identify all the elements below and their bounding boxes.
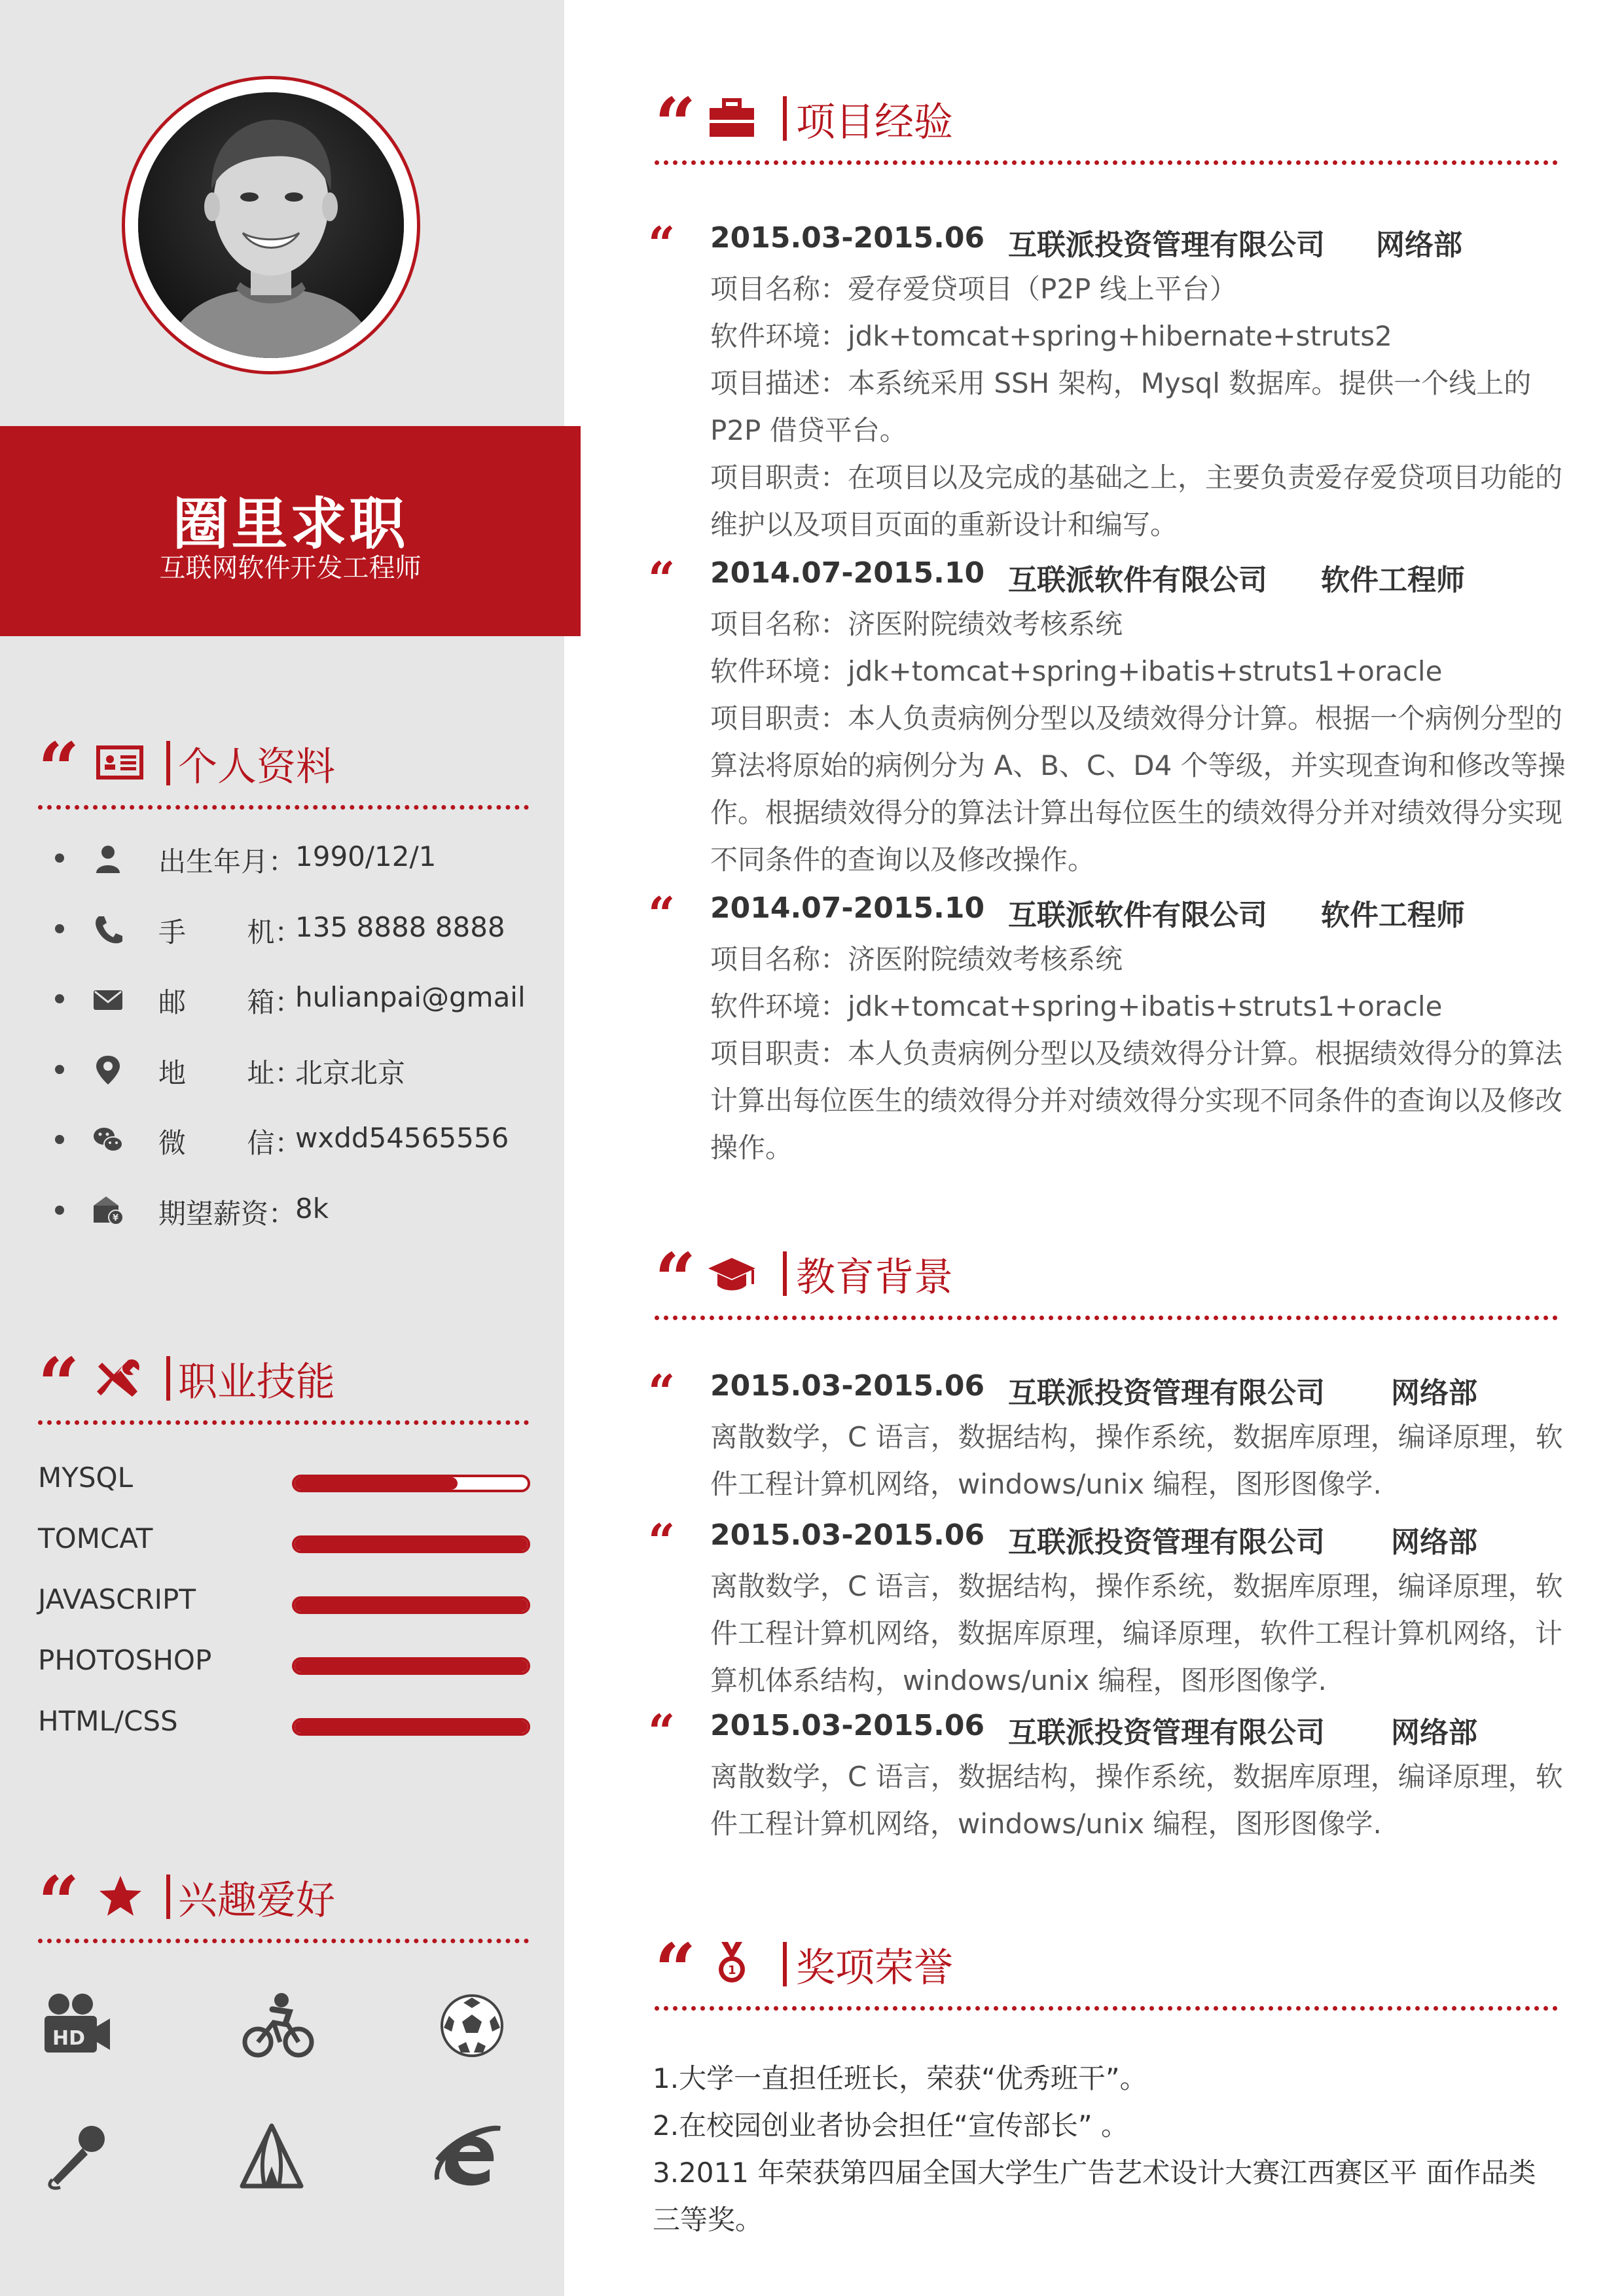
quote-mark-icon: “: [655, 1928, 696, 2012]
quote-mark-icon: “: [648, 551, 676, 607]
entry-dept: 网络部: [1391, 1716, 1477, 1749]
football-icon: [436, 1990, 508, 2062]
section-title: 职业技能: [178, 1359, 335, 1405]
dotted-divider: [38, 1420, 529, 1425]
entry-dept: 网络部: [1391, 1526, 1477, 1559]
quote-mark-icon: “: [655, 82, 696, 166]
quote-mark-icon: “: [655, 1237, 696, 1321]
info-value: wxdd54565556: [295, 1122, 509, 1154]
section-title: 奖项荣誉: [796, 1945, 953, 1991]
star-icon: [96, 1873, 145, 1919]
info-value: 8k: [295, 1192, 329, 1225]
name-banner: [0, 426, 581, 636]
section-header-education: [655, 1237, 1558, 1321]
skill-bar: [292, 1718, 530, 1736]
project-detail-line: 项目职责：本人负责病例分型以及绩效得分计算。根据绩效得分的算法计算出每位医生的绩效得分并对绩效得分实现不同条件的查询以及修改操作。: [710, 1037, 1563, 1164]
quote-mark-icon: “: [38, 1342, 80, 1426]
section-title: 兴趣爱好: [178, 1878, 335, 1924]
section-title: 教育背景: [796, 1255, 953, 1300]
section-header-skills: [38, 1342, 529, 1426]
skill-bar: [292, 1596, 530, 1614]
skill-name: TOMCAT: [38, 1522, 153, 1554]
dotted-divider: [655, 160, 1558, 165]
salary-icon: [92, 1195, 124, 1227]
entry-period: 2014.07-2015.10: [710, 891, 985, 925]
location-icon: [92, 1054, 124, 1086]
phone-icon: [92, 914, 124, 945]
entry-company: 互联派投资管理有限公司: [1008, 228, 1325, 262]
title-divider: [783, 1942, 787, 1986]
entry-body: [710, 1563, 1568, 1704]
avatar-frame: [122, 76, 420, 374]
entry-period: 2015.03-2015.06: [710, 1369, 985, 1403]
info-label: 期望薪资：: [158, 1197, 297, 1230]
info-item: [0, 838, 563, 877]
info-label: 出生年月：: [158, 846, 297, 878]
info-value: hulianpai@gmail: [295, 981, 526, 1013]
info-value: 北京北京: [295, 1056, 406, 1089]
id-card-icon: [96, 740, 145, 785]
section-header-projects: [655, 82, 1558, 166]
microphone-icon: [39, 2121, 111, 2193]
briefcase-icon: [707, 95, 757, 141]
info-item: [0, 1049, 563, 1088]
project-detail-line: 项目名称：济医附院绩效考核系统: [710, 943, 1123, 975]
svg-text:¥: ¥: [113, 1213, 119, 1223]
person-icon: [92, 843, 124, 874]
title-divider: [783, 1251, 787, 1296]
skill-name: PHOTOSHOP: [38, 1644, 212, 1676]
dotted-divider: [655, 1316, 1558, 1320]
info-label: 手 机：: [158, 916, 302, 948]
entry-company: 互联派软件有限公司: [1008, 564, 1267, 597]
entry-period: 2015.03-2015.06: [710, 1709, 985, 1742]
skill-bar-fill: [295, 1477, 458, 1490]
quote-mark-icon: “: [648, 216, 676, 272]
project-detail-line: 软件环境：jdk+tomcat+spring+ibatis+struts1+oracle: [710, 655, 1443, 687]
svg-text:HD: HD: [52, 2027, 86, 2050]
skill-row: [38, 1644, 535, 1683]
entry-school: 互联派投资管理有限公司: [1008, 1376, 1325, 1410]
skill-bar-fill: [295, 1599, 528, 1611]
svg-text:1: 1: [728, 1964, 736, 1977]
project-detail-line: 项目职责：本人负责病例分型以及绩效得分计算。根据一个病例分型的算法将原始的病例分为 A、B、C、D4 个等级，并实现查询和修改等操作。根据绩效得分的算法计算出每位医生的绩效得分并对绩效得分实现不同条件的查询以及修改操作。: [710, 702, 1566, 876]
skill-bar-fill: [295, 1538, 528, 1551]
award-item: 1.大学一直担任班长，荣获“优秀班干”。: [653, 2062, 1147, 2094]
quote-mark-icon: “: [38, 1860, 80, 1945]
project-detail-line: 项目名称：济医附院绩效考核系统: [710, 608, 1123, 640]
info-item: [0, 978, 563, 1018]
bullet-dot: [55, 1065, 64, 1074]
skill-bar: [292, 1475, 530, 1492]
dotted-divider: [38, 1939, 529, 1943]
info-value: 135 8888 8888: [295, 910, 505, 943]
project-detail-line: 软件环境：jdk+tomcat+spring+hibernate+struts2: [710, 320, 1392, 352]
entry-period: 2015.03-2015.06: [710, 221, 985, 255]
wechat-icon: [92, 1124, 124, 1156]
entry-body: [710, 1753, 1568, 1848]
entry-dept: 网络部: [1391, 1376, 1477, 1410]
entry-school: 互联派投资管理有限公司: [1008, 1526, 1325, 1559]
skill-name: HTML/CSS: [38, 1705, 178, 1737]
info-label: 邮 箱：: [158, 986, 302, 1018]
tent-icon: [236, 2121, 308, 2193]
bullet-dot: [55, 1206, 64, 1215]
section-header-awards: [655, 1928, 1558, 2012]
quote-mark-icon: “: [648, 1513, 676, 1569]
quote-mark-icon: “: [648, 1364, 676, 1420]
project-detail-line: 项目职责：在项目以及完成的基础之上，主要负责爱存爱贷项目功能的维护以及项目页面的重新设计和编写。: [710, 461, 1563, 541]
title-divider: [166, 1356, 170, 1401]
tools-icon: [96, 1355, 145, 1401]
job-title: 互联网软件开发工程师: [159, 553, 422, 583]
skill-row: [38, 1522, 535, 1562]
award-item: 3.2011 年荣获第四届全国大学生广告艺术设计大赛江西赛区平 面作品类三等奖。: [653, 2157, 1536, 2236]
internet-explorer-icon: [432, 2121, 504, 2193]
quote-mark-icon: “: [648, 1704, 676, 1759]
skill-row: [38, 1462, 535, 1501]
entry-company: 互联派软件有限公司: [1008, 899, 1267, 932]
entry-role: 网络部: [1376, 228, 1462, 262]
bullet-dot: [55, 924, 64, 933]
course-list: 离散数学，C 语言，数据结构，操作系统，数据库原理，编译原理，软件工程计算机网络，数据库原理，编译原理，软件工程计算机网络，计算机体系结构，windows/unix 编程，图形图像学.: [710, 1570, 1563, 1696]
entry-body: [710, 1414, 1568, 1508]
graduation-cap-icon: [707, 1250, 757, 1296]
course-list: 离散数学，C 语言，数据结构，操作系统，数据库原理，编译原理，软件工程计算机网络，windows/unix 编程，图形图像学.: [710, 1421, 1563, 1500]
entry-role: 软件工程师: [1321, 564, 1465, 597]
entry-period: 2014.07-2015.10: [710, 556, 985, 590]
bullet-dot: [55, 1135, 64, 1144]
video-camera-icon: [39, 1990, 111, 2062]
skill-bar: [292, 1535, 530, 1553]
cycling-icon: [242, 1990, 314, 2062]
entry-body: [710, 601, 1568, 884]
info-value: 1990/12/1: [295, 840, 437, 872]
course-list: 离散数学，C 语言，数据结构，操作系统，数据库原理，编译原理，软件工程计算机网络，windows/unix 编程，图形图像学.: [710, 1761, 1563, 1840]
dotted-divider: [655, 2006, 1558, 2011]
bullet-dot: [55, 994, 64, 1003]
person-name: 圈里求职: [172, 492, 408, 557]
project-detail-line: 项目描述：本系统采用 SSH 架构，Mysql 数据库。提供一个线上的P2P 借贷平台。: [710, 367, 1532, 446]
dotted-divider: [38, 805, 529, 810]
entry-body: [710, 266, 1568, 548]
skill-row: [38, 1705, 535, 1744]
section-title: 个人资料: [178, 744, 335, 790]
section-header-hobbies: [38, 1860, 529, 1945]
info-item: [0, 1190, 563, 1229]
entry-school: 互联派投资管理有限公司: [1008, 1716, 1325, 1749]
quote-mark-icon: “: [38, 726, 80, 811]
title-divider: [783, 96, 787, 141]
awards-list: [653, 2055, 1562, 2244]
info-label: 地 址：: [158, 1056, 302, 1089]
entry-period: 2015.03-2015.06: [710, 1518, 985, 1552]
info-item: [0, 908, 563, 948]
skill-name: JAVASCRIPT: [38, 1583, 196, 1615]
entry-role: 软件工程师: [1321, 899, 1465, 932]
project-detail-line: 软件环境：jdk+tomcat+spring+ibatis+struts1+oracle: [710, 990, 1443, 1022]
skill-bar-fill: [295, 1721, 528, 1733]
section-title: 项目经验: [796, 99, 953, 145]
entry-body: [710, 936, 1568, 1172]
quote-mark-icon: “: [648, 886, 676, 942]
medal-icon: [707, 1941, 757, 1986]
title-divider: [166, 1874, 170, 1919]
mail-icon: [92, 984, 124, 1015]
info-label: 微 信：: [158, 1127, 302, 1159]
bullet-dot: [55, 853, 64, 863]
skill-bar: [292, 1657, 530, 1675]
skill-bar-fill: [295, 1660, 528, 1672]
project-detail-line: 项目名称：爱存爱贷项目（P2P 线上平台）: [710, 273, 1237, 305]
skill-row: [38, 1583, 535, 1623]
award-item: 2.在校园创业者协会担任“宣传部长” 。: [653, 2109, 1128, 2142]
info-item: [0, 1119, 563, 1158]
avatar: [138, 92, 404, 358]
skill-name: MYSQL: [38, 1462, 134, 1494]
section-header-personal: [38, 726, 529, 811]
title-divider: [166, 741, 170, 785]
